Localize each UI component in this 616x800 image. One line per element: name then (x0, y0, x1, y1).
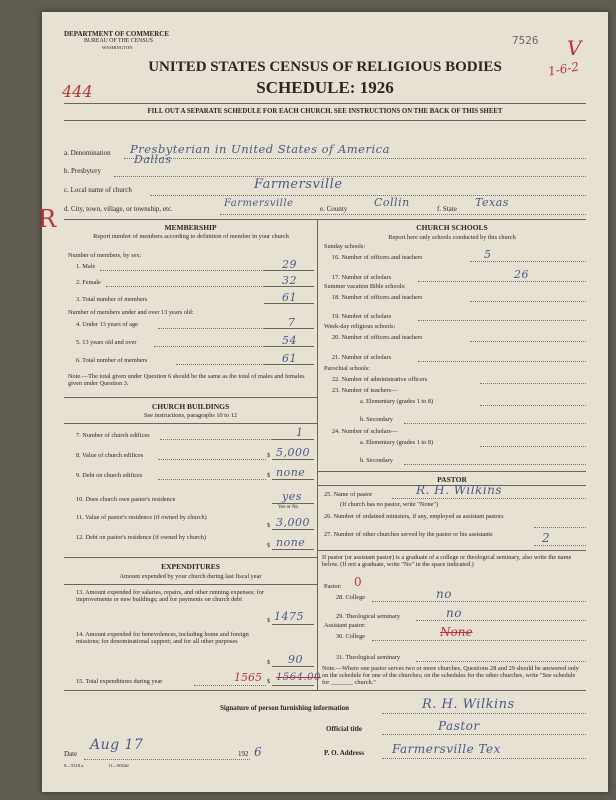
hand-check-mark: V (567, 36, 582, 60)
county-label: e. County (320, 205, 348, 213)
total-members-age-value: 61 (282, 352, 297, 365)
assistant-ministers-label: 26. Number of ordained ministers, if any, employed as assistant pastors (324, 513, 504, 520)
church-name-line (150, 195, 586, 196)
church-name-label: c. Local name of church (64, 186, 132, 194)
signature-label: Signature of person furnishing information (220, 704, 349, 712)
scholars-secondary-label: b. Secondary (360, 457, 393, 464)
schools-title: CHURCH SCHOOLS (416, 223, 488, 232)
presbytery-value: Dallas (134, 153, 172, 166)
running-expenses-value: 1475 (274, 610, 304, 623)
assistant-college-value: None (440, 625, 473, 639)
buildings-title: CHURCH BUILDINGS (151, 402, 230, 411)
po-address-value: Farmersville Tex (392, 742, 501, 756)
main-bottom-rule (64, 690, 586, 691)
year-prefix: 192 (238, 750, 249, 758)
total-members-label: 3. Total number of members (76, 296, 148, 303)
weekday-officers-label: 20. Number of officers and teachers (332, 334, 423, 341)
graduate-note: If pastor (or assistant pastor) is a graduate of a college or theological seminary, also write the name below. (If not a graduate, write "No" in the space indicated.) (322, 554, 572, 568)
weekday-scholars-label: 21. Number of scholars (332, 354, 392, 361)
city-heading: WASHINGTON (102, 45, 133, 50)
pastor-note: Note.—Where one pastor serves two or more churches, Questions 28 and 29 should be answered only on the schedule for one of the churches; on the schedules for the other churches, write "See schedule for _______ church." (322, 665, 579, 686)
pastor-zero-mark: 0 (354, 575, 362, 589)
membership-intro: Report number of members according to definition of member in your church (93, 233, 289, 240)
buildings-subtitle: See instructions, paragraphs 10 to 12 (143, 412, 238, 419)
column-divider (317, 219, 318, 690)
pastor-college-value: no (436, 587, 452, 601)
state-label: f. State (437, 205, 457, 213)
hand-number-444: 444 (62, 82, 93, 101)
edifices-label: 7. Number of church edifices (76, 432, 150, 439)
residence-value-label: 11. Value of pastor's residence (if owned by church) (76, 514, 207, 521)
schools-intro: Report here only schools conducted by this church (388, 234, 516, 241)
assistant-seminary-label: 31. Theological seminary (336, 654, 401, 661)
benevolences-label: 14. Amount expended for benevolences, including home and foreign missions; for denominational support; and for all other purposes (76, 631, 249, 645)
other-churches-value: 2 (542, 531, 551, 545)
instruction-line: FILL OUT A SEPARATE SCHEDULE FOR EACH CHURCH. SEE INSTRUCTIONS ON THE BACK OF THIS SHEET (147, 108, 503, 115)
weekday-schools-sub: Week-day religious schools: (324, 323, 396, 330)
pastor-seminary-value: no (446, 606, 462, 620)
assistant-subhead: Assistant pastor: (324, 622, 366, 629)
admin-officers-label: 22. Number of administrative officers (332, 376, 428, 383)
print-number: 11—9054d (108, 763, 129, 768)
total-expenditures-label: 15. Total expenditures during year (76, 678, 163, 685)
teachers-label: 23. Number of teachers— (332, 387, 398, 394)
under-13-label: 4. Under 13 years of age (76, 321, 138, 328)
presbytery-label: b. Presbytery (64, 167, 101, 175)
official-title-value: Pastor (438, 719, 480, 733)
summer-schools-sub: Summer vacation Bible schools: (324, 283, 406, 290)
total-expenditures-value: 1565 (234, 671, 262, 684)
pastor-title: PASTOR (437, 475, 467, 484)
city-label: d. City, town, village, or township, etc. (64, 205, 173, 213)
membership-note: Note.—The total given under Question 6 should be the same as the total of males and females given under Question 3. (68, 373, 305, 387)
form-title: UNITED STATES CENSUS OF RELIGIOUS BODIES (148, 59, 502, 75)
expenditures-title: EXPENDITURES (161, 562, 220, 571)
membership-title: MEMBERSHIP (164, 223, 217, 232)
edifice-debt-value: none (276, 466, 306, 479)
female-value: 32 (282, 274, 297, 287)
male-label: 1. Male (76, 263, 96, 270)
presbytery-line (114, 176, 586, 177)
scholars-label: 24. Number of scholars— (332, 428, 398, 435)
total-members-value: 61 (282, 291, 297, 304)
under-13-value: 7 (288, 316, 296, 329)
city-line (220, 214, 586, 215)
residence-debt-value: none (276, 536, 306, 549)
sunday-scholars-value: 26 (514, 268, 529, 281)
sunday-officers-label: 16. Number of officers and teachers (332, 254, 423, 261)
pastor-seminary-label: 29. Theological seminary (336, 613, 401, 620)
parochial-schools-sub: Parochial schools: (324, 365, 370, 372)
other-churches-label: 27. Number of other churches served by the pastor or his assistants (324, 531, 493, 538)
schedule-title: SCHEDULE: 1926 (256, 78, 394, 97)
edifice-debt-label: 9. Debt on church edifices (76, 472, 143, 479)
sunday-scholars-label: 17. Number of scholars (332, 274, 392, 281)
date-value: Aug 17 (90, 737, 144, 753)
teachers-elementary-label: a. Elementary (grades 1 to 8) (360, 398, 434, 405)
edifice-value-value: 5,000 (276, 446, 310, 459)
female-label: 2. Female (76, 279, 101, 286)
form-number: 8—5518 a (64, 763, 84, 768)
summer-scholars-label: 19. Number of scholars (332, 313, 392, 320)
total-members-age-label: 6. Total number of members (76, 357, 148, 364)
running-expenses-label: 13. Amount expended for salaries, repairs, and other running expenses; for improvements or new buildings; and for payments on church debt (76, 589, 264, 603)
sunday-officers-value: 5 (484, 248, 492, 261)
hand-date-note: 1-6-2 (547, 59, 580, 79)
county-value: Collin (374, 196, 410, 209)
pastor-name-label: 25. Name of pastor (324, 491, 373, 498)
assistant-college-label: 30. College (336, 633, 366, 640)
pastor-name-value: R. H. Wilkins (416, 483, 503, 497)
po-address-label: P. O. Address (324, 749, 365, 757)
summer-officers-label: 18. Number of officers and teachers (332, 294, 423, 301)
teachers-secondary-label: b. Secondary (360, 416, 393, 423)
edifice-value-label: 8. Value of church edifices (76, 452, 144, 459)
header-rule (64, 103, 586, 104)
edifices-value: 1 (296, 426, 304, 439)
yes-no-hint: Yes or No (278, 505, 299, 510)
sunday-schools-sub: Sunday schools: (324, 243, 366, 250)
church-name-value: Farmersville (254, 177, 343, 192)
state-value: Texas (475, 196, 509, 209)
date-label: Date (64, 750, 78, 758)
official-title-label: Official title (326, 725, 362, 733)
signature-value: R. H. Wilkins (422, 697, 515, 712)
department-heading: DEPARTMENT OF COMMERCE (64, 30, 170, 38)
residence-value-value: 3,000 (276, 516, 310, 529)
pastor-subhead: Pastor: (324, 583, 342, 590)
scholars-elementary-label: a. Elementary (grades 1 to 8) (360, 439, 434, 446)
year-suffix: 6 (254, 745, 263, 759)
header-rule-2 (64, 120, 586, 121)
sub-by-sex: Number of members, by sex: (68, 252, 142, 259)
over-13-value: 54 (282, 334, 297, 347)
sub-by-age: Number of members under and over 13 years old: (68, 309, 194, 316)
hand-r-mark: R (38, 205, 57, 233)
denomination-label: a. Denomination (64, 149, 111, 157)
denomination-line (124, 158, 586, 159)
male-value: 29 (282, 258, 297, 271)
total-expenditures-struck: 1564.00 (276, 672, 321, 683)
pastor-none-hint: (If church has no pastor, write "None") (340, 501, 439, 508)
expenditures-intro: Amount expended by your church during last fiscal year (119, 573, 262, 580)
residence-own-label: 10. Does church own pastor's residence (76, 496, 176, 503)
residence-own-value: yes (282, 490, 302, 503)
stamp-number: 7526 (512, 34, 539, 47)
residence-debt-label: 12. Debt on pastor's residence (if owned by church) (76, 534, 207, 541)
benevolences-value: 90 (288, 653, 303, 666)
pastor-college-label: 28. College (336, 594, 366, 601)
city-value: Farmersville (224, 198, 294, 209)
over-13-label: 5. 13 years old and over (76, 339, 137, 346)
bureau-heading: BUREAU OF THE CENSUS (84, 38, 153, 44)
census-form-sheet: DEPARTMENT OF COMMERCE BUREAU OF THE CENSUS WASHINGTON 7526 V 1-6-2 444 R UNITED STATES CENSUS OF RELIGIOUS BODIES SCHEDULE: 1926 FILL OUT A SEPARATE SCHEDULE FOR EACH CHURCH. SEE INSTRUCTIONS ON THE BACK OF THIS SHEET a. Denomination Presbyterian in United States of America b. Presbytery Dallas c. Local name of church Farmersville d. City, town, village, or township, etc. Farmersville e. County Collin f. State Texas MEMBERSHIP Report number of members according to definition of member in your church Number of members, by sex: 1. Male 29 2. Female 32 3. Total number of members 61 Number of members under and over 13 years old: 4. Under 13 years of age 7 5. 13 years old and over 54 6. Total number of members 61 Note.—The total given under Question 6 should be the same as the total of males and females given under Question 3. CHURCH BUILDINGS See instructions, paragraphs 10 to 12 7. Number of church edifices 1 8. Value of church edifices $ 5,000 9. Debt on church edifices $ none 10. Does church own pastor's residence yes Yes or No 11. Value of pastor's residence (if owned by church) $ 3,000 12. Debt on pastor's residence (if owned by church) $ none EXPENDITURES Amount expended by your church during last fiscal year 13. Amount expended for salaries, repairs, and other running expenses; for improvements or new buildings; and for payments on church debt $ 1475 14. Amount expended for benevolences, including home and foreign missions; for denominational support; and for all other purposes $ 90 15. Total expenditures during year $ 1565 1564.00 CHURCH SCHOOLS Report here only schools conducted by this church Sunday schools: 16. Number of officers and teachers 5 17. Number of scholars 26 Summer vacation Bible schools: 18. Number of officers and teachers 19. Number of scholars Week-day religious schools: 20. Number of officers and teachers 21. Number of scholars Parochial schools: 22. Number of administrative officers 23. Number of teachers— a. Elementary (grades 1 to 8) b. Secondary 24. Number of scholars— a. Elementary (grades 1 to 8) b. Secondary PASTOR 25. Name of pastor R. H. Wilkins (If church has no pastor, write "None") 26. Number of ordained ministers, if any, employed as assistant pastors 27. Number of other churches served by the pastor or his assistants 2 If pastor (or assistant pastor) is a graduate of a college or theological seminary, also write the name below. (If not a graduate, write "No" in the space indicated.) Pastor: 0 28. College no 29. Theological seminary no Assistant pastor: 30. College None 31. Theological seminary Note.—Where one pastor serves two or more churches, Questions 28 and 29 should be answered only on the schedule for one of the churches; on the schedules for the other churches, write "See schedule for _______ church." Signature of person furnishing information R. H. Wilkins Official title Pastor Date Aug 17 192 6 P. O. Address Farmersville Tex 8—5518 a 11—9054d (42, 12, 608, 792)
denomination-value: Presbyterian in United States of America (130, 142, 390, 156)
main-top-rule (64, 219, 586, 220)
